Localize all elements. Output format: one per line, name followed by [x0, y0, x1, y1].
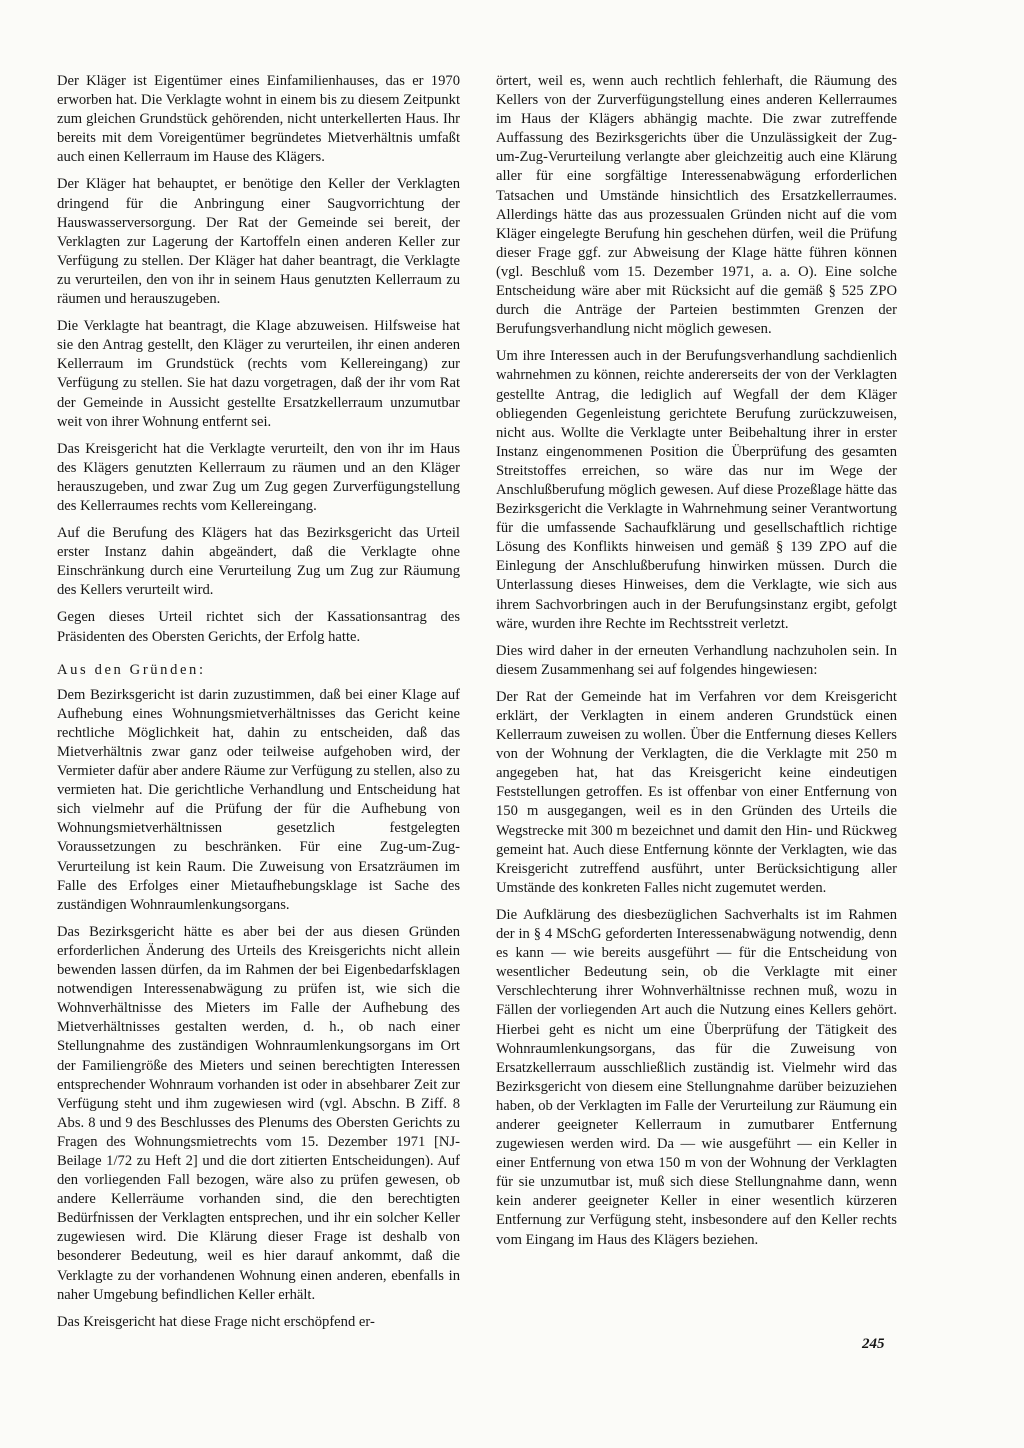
page-number: 245 — [862, 1336, 885, 1352]
right-column — [496, 72, 897, 1258]
paragraph-retrial-note: Dies wird daher in der erneuten Verhandlung nachzuholen sein. In diesem Zusammenhang sei auf folgendes hingewiesen: — [496, 642, 897, 678]
paragraph-cassation: Gegen dieses Urteil richtet sich der Kassationsantrag des Präsidenten des Obersten Gerichts, der Erfolg hatte. — [57, 609, 460, 645]
paragraph-reasons-3: Das Kreisgericht hat diese Frage nicht erschöpfend er- — [57, 1313, 375, 1330]
paragraph-continued: örtert, weil es, wenn auch rechtlich fehlerhaft, die Räumung des Kellers von der Zurverfügungstellung eines anderen Kellerraumes im Haus der Klägers abhängig machte. Die zwar zutreffende Auffassung des Bezirksgerichts über die Unzulässigkeit der Zug-um-Zug-Verurteilung verlangte aber gleichzeitig auch eine Klärung aller für eine sorgfältige Interessenabwägung erforderlichen Tatsachen und Umstände hinsichtlich des Ersatzkellerraumes. Allerdings hätte das aus prozessualen Gründen nicht auf die vom Kläger eingelegte Berufung hin geschehen dürfen, weil die Prüfung dieser Frage ggf. zur Abweisung der Klage hätte führen können (vgl. Beschluß vom 15. Dezember 1971, a. a. O). Eine solche Entscheidung wäre aber mit Rücksicht auf die gemäß § 525 ZPO durch die Anträge der Parteien bestimmten Grenzen der Berufungsverhandlung nicht möglich gewesen. — [496, 73, 897, 338]
paragraph-plaintiff-claim: Der Kläger hat behauptet, er benötige den Keller der Verklagten dringend für die Anbringung einer Saugvorrichtung der Hauswasserversorgung. Der Rat der Gemeinde sei bereit, der Verklagten zur Lagerung der Kartoffeln einen anderen Keller zur Verfügung zu stellen. Der Kläger hat daher beantragt, die Verklagte zu verurteilen, den von ihr in seinem Haus genutzten Kellerraum zu räumen und herauszugeben. — [57, 176, 460, 308]
paragraph-reasons-1: Dem Bezirksgericht ist darin zuzustimmen, daß bei einer Klage auf Aufhebung eines Wohnungsmietverhältnisses das Gericht keine rechtliche Möglichkeit hat, dahin zu entscheiden, daß das Mietverhältnis zwar ganz oder teilweise aufgehoben wird, der Vermieter dafür aber andere Räume zur Verfügung zu stellen, also zu vermieten hat. Die gerichtliche Verhandlung und Entscheidung hat sich vielmehr auf die Prüfung der für die Aufhebung von Wohnungsmietverhältnissen gesetzlich festgelegten Voraussetzungen zu beschränken. Für eine Zug-um-Zug-Verurteilung ist kein Raum. Die Zuweisung von Ersatzräumen im Falle des Erfolges einer Mietaufhebungsklage ist Sache des zuständigen Wohnraumlenkungsorgans. — [57, 686, 460, 913]
paragraph-reasons-2: Das Bezirksgericht hätte es aber bei der aus diesen Gründen erforderlichen Änderung des Urteils des Kreisgerichts nicht allein bewenden lassen dürfen, da im Rahmen der bei Eigenbedarfsklagen notwendigen Interessenabwägung zu prüfen ist, wie sich die Wohnverhältnisse des Mieters im Falle der Aufhebung des Mietverhältnisses gestalten werden, d. h., ob nach einer Stellungnahme des zuständigen Wohnraumlenkungsorgans im Ort der Familiengröße des Mieters und seinen berechtigten Interessen entsprechender Wohnraum vorhanden ist oder in absehbarer Zeit zur Verfügung steht und ihm zugewiesen wird (vgl. Abschn. B Ziff. 8 Abs. 8 und 9 des Beschlusses des Plenums des Obersten Gerichts zu Fragen des Wohnungsmietrechts vom 15. Dezember 1971 [NJ-Beilage 1/72 zu Heft 2] und die dort zitierten Entscheidungen). Auf den vorliegenden Fall bezogen, wäre also zu prüfen gewesen, ob andere Kellerräume vorhanden sind, die den berechtigten Bedürfnissen der Verklagten entsprechen, und ihr ein solcher Keller zugewiesen wird. Die Klärung dieser Frage ist deshalb von besonderer Bedeutung, weil es hier darauf ankommt, daß die Verklagte zu der vorhandenen Wohnung einen anderen, ebenfalls in naher Umgebung befindlichen Keller erhält. — [57, 923, 460, 1303]
paragraph-defendant-motion: Die Verklagte hat beantragt, die Klage abzuweisen. Hilfsweise hat sie den Antrag gestellt, den Kläger zu verurteilen, ihr einen anderen Kellerraum im Grundstück (rechts vom Kellereingang) zur Verfügung zu stellen. Sie hat dazu vorgetragen, daß der ihr vom Rat der Gemeinde in Aussicht gestellte Ersatzkellerraum unzumutbar weit von ihrer Wohnung entfernt sei. — [57, 318, 460, 430]
paragraph-district-court-ruling: Das Kreisgericht hat die Verklagte verurteilt, den von ihr im Haus des Klägers genutzten Kellerraum zu räumen und an den Kläger herauszugeben, und zwar Zug um Zug gegen Zurverfügungstellung des Kellerraumes rechts vom Kellereingang. — [57, 440, 460, 514]
paragraph-appeal-ruling: Auf die Berufung des Klägers hat das Bezirksgericht das Urteil erster Instanz dahin abgeändert, daß die Verklagte ohne Einschränkung durch eine Verurteilung Zug um Zug zur Räumung des Kellers verurteilt wird. — [57, 525, 460, 599]
paragraph-interests: Um ihre Interessen auch in der Berufungsverhandlung sachdienlich wahrnehmen zu können, reichte andererseits der von der Verklagten gestellte Antrag, die lediglich auf Wegfall der dem Kläger obliegenden Gegenleistung gerichtete Berufung zurückzuweisen, nicht aus. Wollte die Verklagte unter Beibehaltung ihrer in erster Instanz eingenommenen Position die Überprüfung des gesamten Streitstoffes erreichen, so wäre das nur im Wege der Anschlußberufung möglich gewesen. Auf diese Prozeßlage hätte das Bezirksgericht die Verklagte in Wahrnehmung seiner Verantwortung für die umfassende Sachaufklärung und gesellschaftlich richtige Lösung des Konflikts hinweisen und gemäß § 139 ZPO auf die Einlegung der Anschlußberufung hinwirken müssen. Durch die Unterlassung dieses Hinweises, dem die Verklagte, wie sich aus ihrem Sachvorbringen auch in der Berufungsinstanz ergibt, gefolgt wäre, wurden ihre Rechte im Rechtsstreit verletzt. — [496, 348, 897, 632]
paragraph-clarification: Die Aufklärung des diesbezüglichen Sachverhalts ist im Rahmen der in § 4 MSchG geforderten Interessenabwägung notwendig, denn es kann — wie bereits ausgeführt — für die Entscheidung von wesentlicher Bedeutung sein, ob die Verklagte mit einer Verschlechterung ihrer Wohnverhältnisse rechnen muß, wozu in Fällen der vorliegenden Art auch die Nutzung eines Kellers gehört. Hierbei geht es nicht um eine Überprüfung der Tätigkeit des Wohnraumlenkungsorgans, das für die Zuweisung von Ersatzkellerraum ausschließlich zuständig ist. Vielmehr wird das Bezirksgericht von diesem eine Stellungnahme darüber beizuziehen haben, ob der Verklagten im Falle der Verurteilung zur Räumung ein anderer geeigneter Kellerraum in zumutbarer Entfernung zugewiesen werden wird. Da — wie ausgeführt — ein Keller in einer Entfernung von etwa 150 m von der Wohnung der Verklagten für sie unzumutbar ist, muß sich diese Stellungnahme dann, wenn kein anderer geeigneter Keller in einer wesentlich kürzeren Entfernung zur Verfügung steht, insbesondere auf den Keller rechts vom Eingang im Haus des Klägers beziehen. — [496, 906, 897, 1248]
left-column — [57, 72, 460, 1340]
section-heading: Aus den Gründen: — [57, 661, 206, 678]
paragraph-facts: Der Kläger ist Eigentümer eines Einfamilienhauses, das er 1970 erworben hat. Die Verklagte wohnt in einem bis zu diesem Zeitpunkt zum gleichen Grundstück gehörenden, nicht unterkellerten Haus. Ihr bereits mit dem Voreigentümer begründetes Mietverhältnis umfaßt auch einen Kellerraum im Hause des Klägers. — [57, 73, 460, 166]
paragraph-council-cellar: Der Rat der Gemeinde hat im Verfahren vor dem Kreisgericht erklärt, der Verklagten in einem anderen Grundstück einen Kellerraum zuweisen zu wollen. Über die Entfernung dieses Kellers von der Wohnung der Verklagten, die die Verklagte mit 250 m angegeben hat, hat das Kreisgericht keine eindeutigen Feststellungen getroffen. Es ist offenbar von einer Entfernung von 150 m ausgegangen, weil es in den Gründen des Urteils die Wegstrecke mit 300 m bezeichnet und damit den Hin- und Rückweg gemeint hat. Auch diese Entfernung könnte der Verklagten, wie das Kreisgericht zutreffend ausführt, unter Berücksichtigung aller Umstände des konkreten Falles nicht zugemutet werden. — [496, 688, 897, 896]
